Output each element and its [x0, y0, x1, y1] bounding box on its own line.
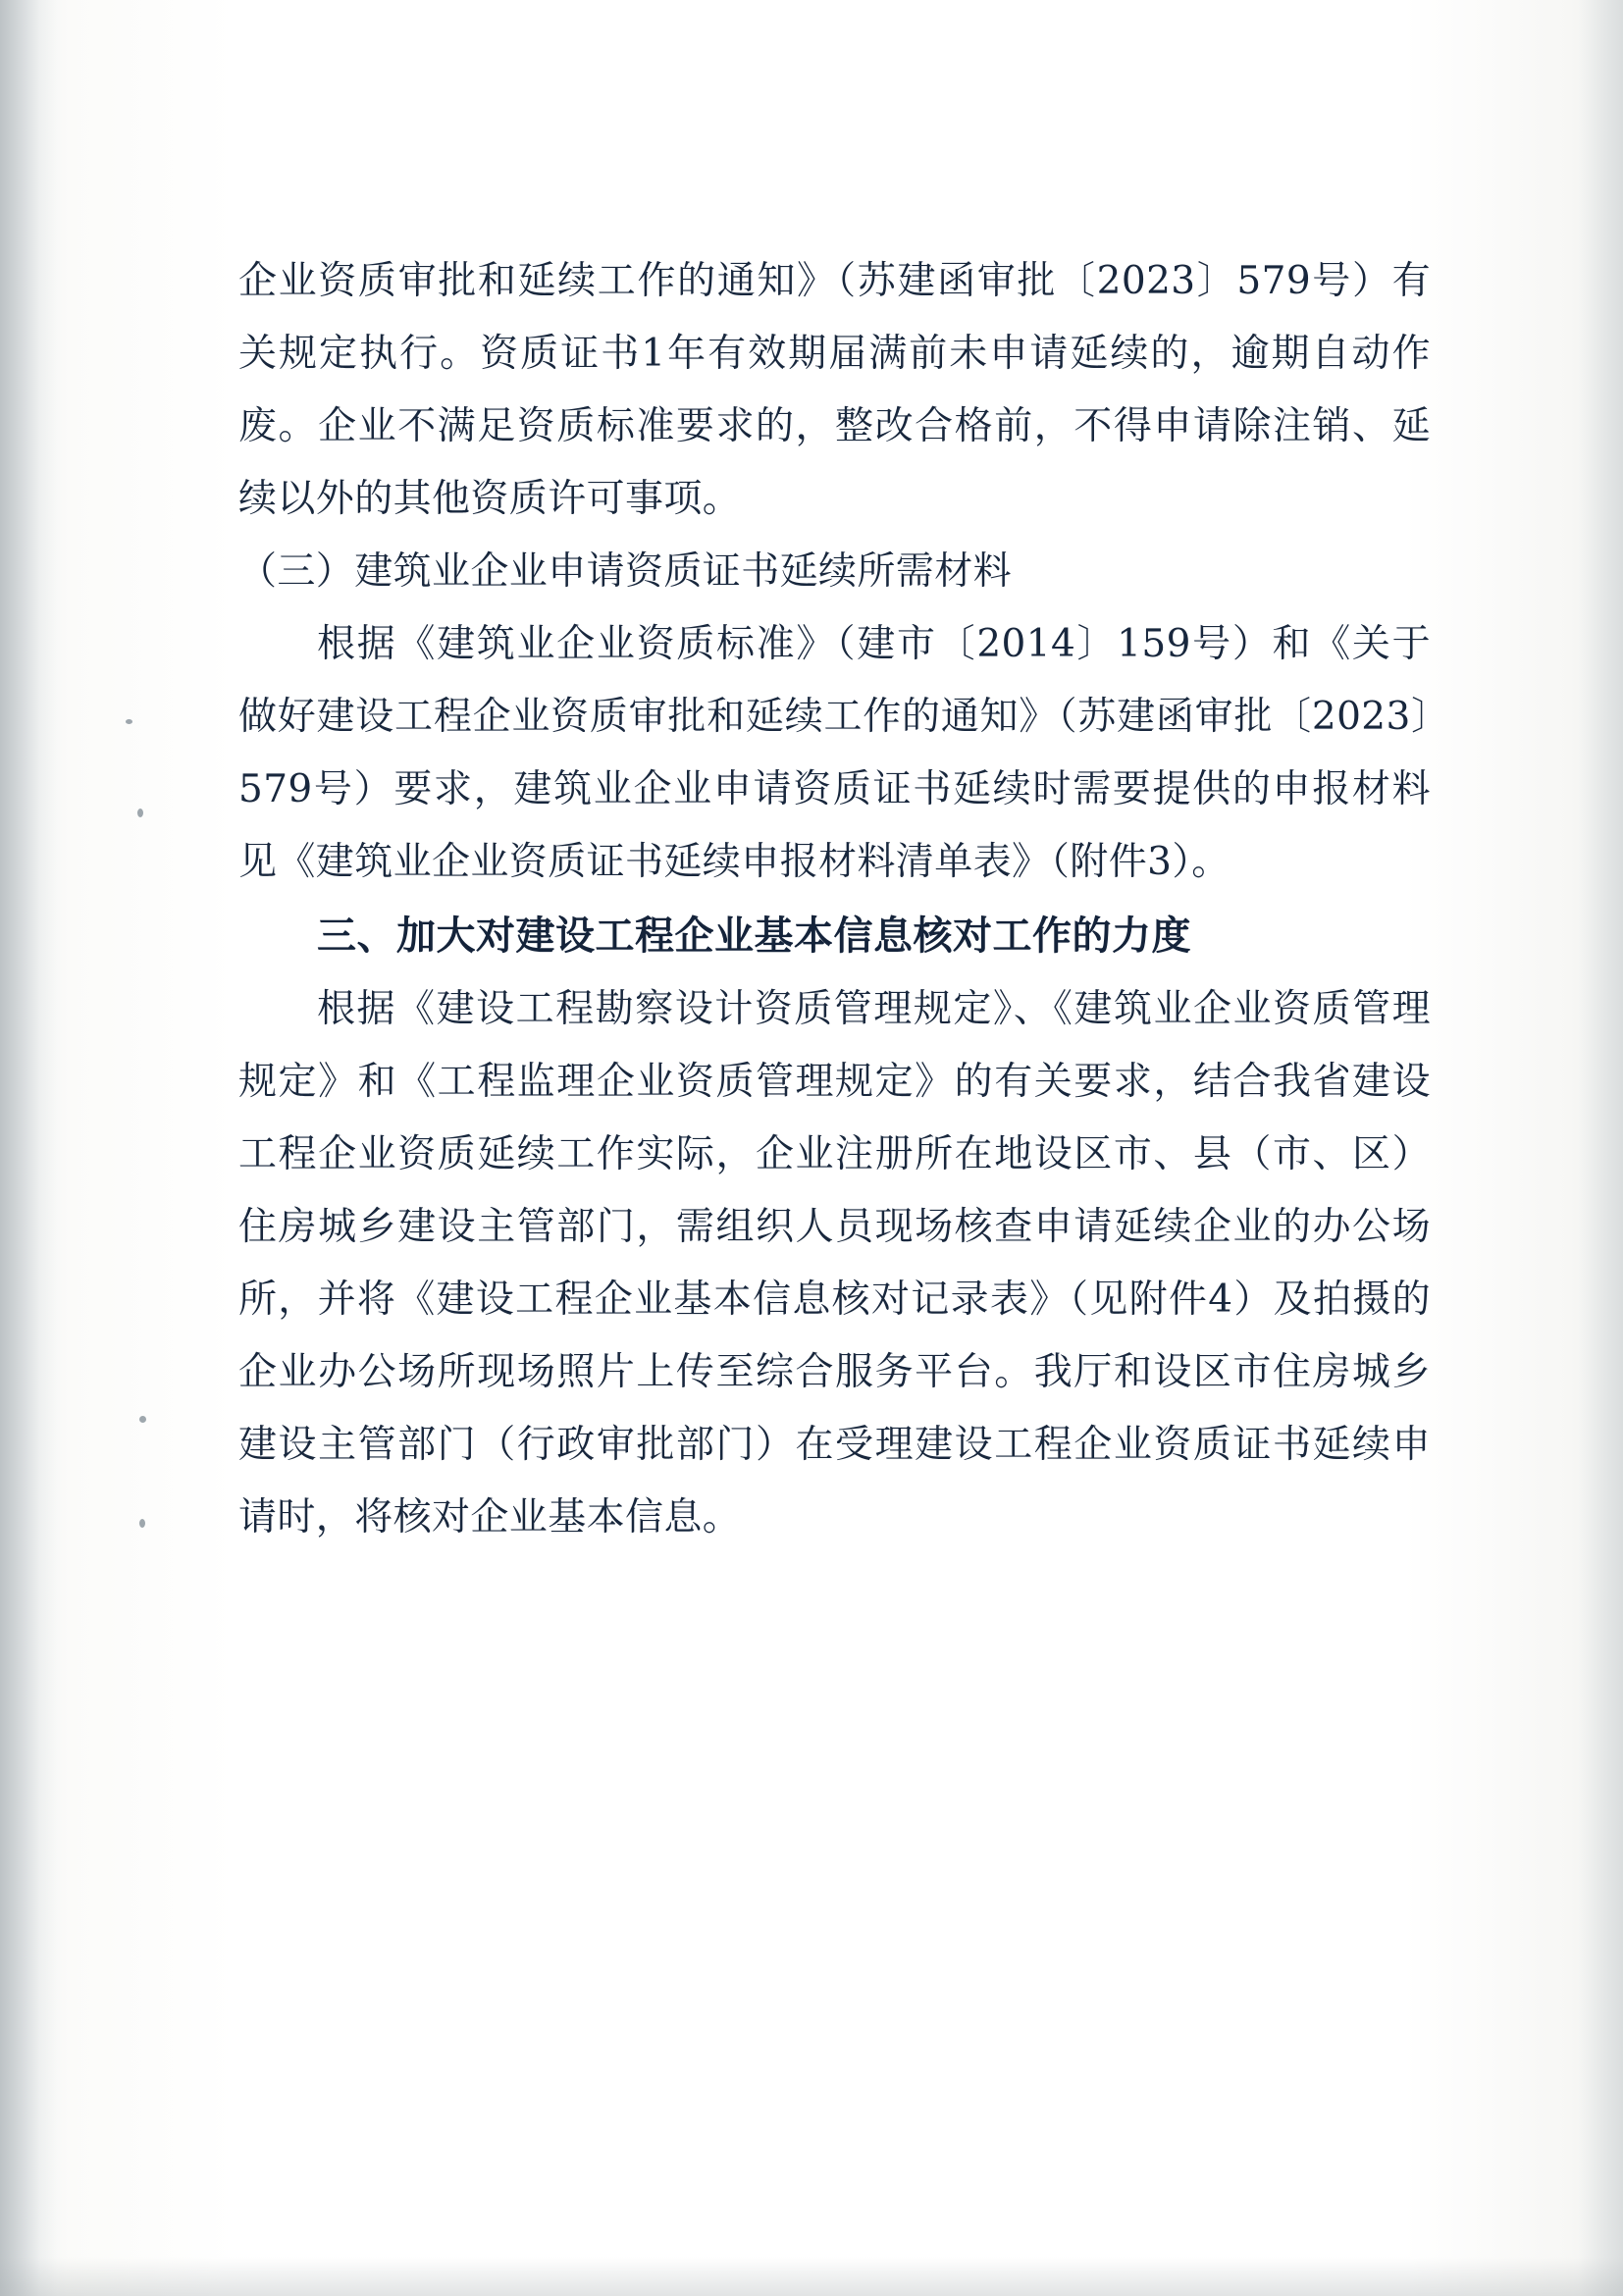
- page-bottom-shadow: [0, 2257, 1623, 2296]
- page-right-shadow: [1578, 0, 1623, 2296]
- paragraph-continued-regulations: 企业资质审批和延续工作的通知》（苏建函审批〔2023〕579号）有关规定执行。资质证书1年有效期届满前未申请延续的，逾期自动作废。企业不满足资质标准要求的，整改合格前，不得申请除注销、延续以外的其他资质许可事项。: [238, 259, 1431, 521]
- paragraph-required-materials: 根据《建筑业企业资质标准》（建市〔2014〕159号）和《关于做好建设工程企业资质审批和延续工作的通知》（苏建函审批〔2023〕579号）要求，建筑业企业申请资质证书延续时需要提供的申报材料见《建筑业企业资质证书延续申报材料清单表》（附件3）。: [238, 622, 1431, 884]
- page-binding-shadow: [0, 0, 57, 2296]
- document-text-body: [238, 245, 1431, 1554]
- scan-speck: [139, 1416, 146, 1423]
- scan-speck: [126, 719, 132, 724]
- scan-speck: [137, 809, 143, 817]
- paragraph-information-verification: 根据《建设工程勘察设计资质管理规定》、《建筑业企业资质管理规定》和《工程监理企业资质管理规定》的有关要求，结合我省建设工程企业资质延续工作实际，企业注册所在地设区市、县（市、区）住房城乡建设主管部门，需组织人员现场核查申请延续企业的办公场所，并将《建设工程企业基本信息核对记录表》（见附件4）及拍摄的企业办公场所现场照片上传至综合服务平台。我厅和设区市住房城乡建设主管部门（行政审批部门）在受理建设工程企业资质证书延续申请时，将核对企业基本信息。: [238, 987, 1431, 1539]
- section-heading-three: 三、加大对建设工程企业基本信息核对工作的力度: [317, 913, 1191, 959]
- scan-speck: [139, 1519, 145, 1528]
- subsection-heading-three-materials: （三）建筑业企业申请资质证书延续所需材料: [238, 549, 1013, 594]
